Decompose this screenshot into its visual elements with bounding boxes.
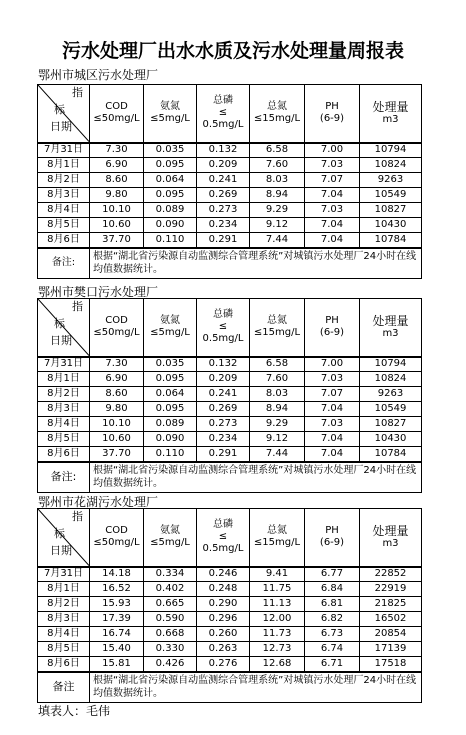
- col-header-line: 总磷: [213, 519, 233, 531]
- total-nitrogen-cell: 7.44: [250, 233, 305, 248]
- table-row: [38, 158, 422, 173]
- ph-cell: 6.84: [305, 582, 360, 597]
- total-nitrogen-cell: 8.03: [250, 173, 305, 188]
- col-header-line: 总磷: [213, 95, 233, 107]
- table-row: [38, 402, 422, 417]
- flow-cell: 22852: [360, 567, 422, 582]
- date-cell: 8月1日: [38, 158, 90, 173]
- col-header-flow: [360, 85, 422, 143]
- col-header-line: ≤50mg/L: [93, 113, 140, 125]
- table-row: [38, 387, 422, 402]
- ph-cell: 6.74: [305, 642, 360, 657]
- col-header-line: 0.5mg/L: [202, 119, 244, 131]
- total-nitrogen-cell: 6.58: [250, 143, 305, 158]
- ph-cell: 7.07: [305, 173, 360, 188]
- ammonia-cell: 0.110: [144, 233, 197, 248]
- table-row: [38, 627, 422, 642]
- col-header-cod: [90, 299, 144, 357]
- col-header-line: m3: [382, 538, 399, 550]
- date-cell: 7月31日: [38, 357, 90, 372]
- total-phosphorus-cell: 0.209: [197, 158, 250, 173]
- cod-cell: 15.40: [90, 642, 144, 657]
- total-phosphorus-cell: 0.273: [197, 417, 250, 432]
- total-nitrogen-cell: 8.03: [250, 387, 305, 402]
- ammonia-cell: 0.064: [144, 387, 197, 402]
- total-phosphorus-cell: 0.132: [197, 143, 250, 158]
- cod-cell: 16.74: [90, 627, 144, 642]
- ammonia-cell: 0.089: [144, 203, 197, 218]
- table-row: [38, 188, 422, 203]
- date-cell: 8月2日: [38, 597, 90, 612]
- note-label: 备注: [38, 672, 90, 703]
- flow-cell: 10824: [360, 372, 422, 387]
- flow-cell: 10784: [360, 233, 422, 248]
- ph-cell: 7.04: [305, 447, 360, 462]
- ammonia-cell: 0.035: [144, 143, 197, 158]
- total-phosphorus-cell: 0.263: [197, 642, 250, 657]
- plant-name: 鄂州市花湖污水处理厂: [38, 495, 159, 509]
- date-cell: 7月31日: [38, 567, 90, 582]
- table-row: [38, 143, 422, 158]
- col-header-line: 总磷: [213, 309, 233, 321]
- col-header-total-phosphorus: [197, 85, 250, 143]
- date-cell: 8月3日: [38, 188, 90, 203]
- flow-cell: 17518: [360, 657, 422, 672]
- cod-cell: 16.52: [90, 582, 144, 597]
- cod-cell: 10.10: [90, 203, 144, 218]
- col-header-line: 氨氮: [160, 101, 180, 113]
- ph-cell: 7.04: [305, 188, 360, 203]
- ph-cell: 6.73: [305, 627, 360, 642]
- col-header-cod: [90, 85, 144, 143]
- note-label: 备注:: [38, 462, 90, 493]
- date-cell: 8月2日: [38, 387, 90, 402]
- col-header-cod: [90, 509, 144, 567]
- col-header-line: 总氮: [267, 101, 287, 113]
- col-header-line: COD: [105, 101, 128, 113]
- col-header-line: ≤15mg/L: [253, 113, 301, 125]
- ph-cell: 7.04: [305, 402, 360, 417]
- ammonia-cell: 0.110: [144, 447, 197, 462]
- report-title: 污水处理厂出水水质及污水处理量周报表: [61, 40, 404, 62]
- cod-cell: 8.60: [90, 387, 144, 402]
- flow-cell: 17139: [360, 642, 422, 657]
- table-row: [38, 612, 422, 627]
- total-nitrogen-cell: 12.00: [250, 612, 305, 627]
- water-quality-table: [37, 508, 422, 703]
- ammonia-cell: 0.089: [144, 417, 197, 432]
- col-header-total-nitrogen: [250, 85, 305, 143]
- ammonia-cell: 0.035: [144, 357, 197, 372]
- note-row: [38, 672, 422, 703]
- col-header-line: m3: [382, 328, 399, 340]
- col-header-ammonia: [144, 509, 197, 567]
- col-header-line: PH: [325, 101, 339, 113]
- col-header-total-nitrogen: [250, 509, 305, 567]
- flow-cell: 16502: [360, 612, 422, 627]
- col-header-total-nitrogen: [250, 299, 305, 357]
- corner-header: [38, 299, 90, 357]
- corner-label: 标: [54, 527, 65, 540]
- table-row: [38, 372, 422, 387]
- col-header-line: ≤5mg/L: [150, 327, 190, 339]
- table-row: [38, 417, 422, 432]
- col-header-flow: [360, 299, 422, 357]
- cod-cell: 15.93: [90, 597, 144, 612]
- total-nitrogen-cell: 8.94: [250, 188, 305, 203]
- total-phosphorus-cell: 0.234: [197, 432, 250, 447]
- total-phosphorus-cell: 0.132: [197, 357, 250, 372]
- table-row: [38, 233, 422, 248]
- ammonia-cell: 0.090: [144, 218, 197, 233]
- ph-cell: 7.03: [305, 372, 360, 387]
- plant-name: 鄂州市城区污水处理厂: [38, 68, 159, 82]
- col-header-flow: [360, 509, 422, 567]
- ammonia-cell: 0.330: [144, 642, 197, 657]
- table-row: [38, 657, 422, 672]
- ammonia-cell: 0.095: [144, 402, 197, 417]
- col-header-line: ≤15mg/L: [253, 537, 301, 549]
- col-header-line: PH: [325, 525, 339, 537]
- flow-cell: 9263: [360, 387, 422, 402]
- ph-cell: 6.81: [305, 597, 360, 612]
- note-row: [38, 248, 422, 279]
- corner-label: 标: [54, 103, 65, 116]
- total-nitrogen-cell: 11.75: [250, 582, 305, 597]
- col-header-line: ≤5mg/L: [150, 113, 190, 125]
- flow-cell: 10794: [360, 143, 422, 158]
- total-phosphorus-cell: 0.296: [197, 612, 250, 627]
- date-cell: 8月5日: [38, 642, 90, 657]
- table-row: [38, 642, 422, 657]
- table-row: [38, 447, 422, 462]
- total-phosphorus-cell: 0.276: [197, 657, 250, 672]
- total-nitrogen-cell: 7.60: [250, 372, 305, 387]
- total-nitrogen-cell: 11.13: [250, 597, 305, 612]
- header-row: [38, 85, 422, 143]
- flow-cell: 10430: [360, 218, 422, 233]
- table-row: [38, 432, 422, 447]
- total-phosphorus-cell: 0.241: [197, 173, 250, 188]
- water-quality-table: [37, 84, 422, 279]
- ammonia-cell: 0.665: [144, 597, 197, 612]
- col-header-ph: [305, 509, 360, 567]
- corner-label: 指: [72, 510, 83, 523]
- col-header-line: 0.5mg/L: [202, 543, 244, 555]
- col-header-line: ≤: [218, 107, 228, 119]
- flow-cell: 20854: [360, 627, 422, 642]
- date-cell: 8月5日: [38, 218, 90, 233]
- cod-cell: 17.39: [90, 612, 144, 627]
- total-phosphorus-cell: 0.290: [197, 597, 250, 612]
- corner-label: 指: [72, 300, 83, 313]
- flow-cell: 10827: [360, 203, 422, 218]
- total-phosphorus-cell: 0.291: [197, 233, 250, 248]
- cod-cell: 15.81: [90, 657, 144, 672]
- total-nitrogen-cell: 6.58: [250, 357, 305, 372]
- table-row: [38, 357, 422, 372]
- total-phosphorus-cell: 0.260: [197, 627, 250, 642]
- table-row: [38, 218, 422, 233]
- total-phosphorus-cell: 0.291: [197, 447, 250, 462]
- ph-cell: 7.04: [305, 218, 360, 233]
- date-cell: 8月4日: [38, 627, 90, 642]
- date-cell: 8月3日: [38, 402, 90, 417]
- ph-cell: 6.71: [305, 657, 360, 672]
- ammonia-cell: 0.668: [144, 627, 197, 642]
- cod-cell: 7.30: [90, 143, 144, 158]
- ph-cell: 7.04: [305, 233, 360, 248]
- col-header-line: 处理量: [372, 314, 409, 329]
- table-row: [38, 173, 422, 188]
- date-cell: 8月4日: [38, 203, 90, 218]
- cod-cell: 9.80: [90, 188, 144, 203]
- cod-cell: 14.18: [90, 567, 144, 582]
- ph-cell: 7.03: [305, 417, 360, 432]
- total-nitrogen-cell: 12.73: [250, 642, 305, 657]
- date-cell: 8月3日: [38, 612, 90, 627]
- corner-label: 指: [72, 86, 83, 99]
- col-header-line: COD: [105, 315, 128, 327]
- note-text: 根据“湖北省污染源自动监测综合管理系统”对城镇污水处理厂24小时在线均值数据统计。: [90, 248, 422, 279]
- col-header-line: (6-9): [319, 327, 345, 339]
- ammonia-cell: 0.426: [144, 657, 197, 672]
- corner-header: [38, 509, 90, 567]
- total-phosphorus-cell: 0.269: [197, 188, 250, 203]
- cod-cell: 8.60: [90, 173, 144, 188]
- col-header-line: 0.5mg/L: [202, 333, 244, 345]
- water-quality-table: [37, 298, 422, 493]
- col-header-line: PH: [325, 315, 339, 327]
- cod-cell: 9.80: [90, 402, 144, 417]
- ammonia-cell: 0.095: [144, 372, 197, 387]
- table-row: [38, 597, 422, 612]
- date-cell: 8月6日: [38, 447, 90, 462]
- flow-cell: 21825: [360, 597, 422, 612]
- date-cell: 8月6日: [38, 233, 90, 248]
- ph-cell: 7.04: [305, 432, 360, 447]
- col-header-ph: [305, 85, 360, 143]
- date-cell: 8月6日: [38, 657, 90, 672]
- ph-cell: 6.77: [305, 567, 360, 582]
- date-cell: 8月4日: [38, 417, 90, 432]
- total-nitrogen-cell: 9.12: [250, 218, 305, 233]
- flow-cell: 10827: [360, 417, 422, 432]
- cod-cell: 10.60: [90, 432, 144, 447]
- header-row: [38, 299, 422, 357]
- total-phosphorus-cell: 0.234: [197, 218, 250, 233]
- total-phosphorus-cell: 0.248: [197, 582, 250, 597]
- note-row: [38, 462, 422, 493]
- total-nitrogen-cell: 7.60: [250, 158, 305, 173]
- col-header-ph: [305, 299, 360, 357]
- ph-cell: 7.03: [305, 158, 360, 173]
- date-cell: 7月31日: [38, 143, 90, 158]
- col-header-line: (6-9): [319, 113, 345, 125]
- cod-cell: 7.30: [90, 357, 144, 372]
- flow-cell: 10430: [360, 432, 422, 447]
- col-header-line: 氨氮: [160, 315, 180, 327]
- ph-cell: 7.03: [305, 203, 360, 218]
- table-row: [38, 582, 422, 597]
- cod-cell: 6.90: [90, 158, 144, 173]
- table-row: [38, 203, 422, 218]
- cod-cell: 6.90: [90, 372, 144, 387]
- col-header-line: COD: [105, 525, 128, 537]
- ammonia-cell: 0.064: [144, 173, 197, 188]
- total-nitrogen-cell: 9.12: [250, 432, 305, 447]
- col-header-ammonia: [144, 85, 197, 143]
- col-header-ammonia: [144, 299, 197, 357]
- cod-cell: 10.10: [90, 417, 144, 432]
- filled-by: 填表人：毛伟: [38, 704, 111, 718]
- col-header-line: ≤: [218, 321, 228, 333]
- total-nitrogen-cell: 7.44: [250, 447, 305, 462]
- col-header-line: ≤50mg/L: [93, 537, 140, 549]
- cod-cell: 37.70: [90, 447, 144, 462]
- ammonia-cell: 0.090: [144, 432, 197, 447]
- col-header-line: ≤50mg/L: [93, 327, 140, 339]
- col-header-line: 处理量: [372, 524, 409, 539]
- ph-cell: 7.00: [305, 357, 360, 372]
- corner-label: 标: [54, 317, 65, 330]
- table-row: [38, 567, 422, 582]
- corner-label: 日期: [50, 120, 72, 133]
- note-text: 根据“湖北省污染源自动监测综合管理系统”对城镇污水处理厂24小时在线均值数据统计。: [90, 672, 422, 703]
- date-cell: 8月1日: [38, 372, 90, 387]
- ph-cell: 7.07: [305, 387, 360, 402]
- plant-name: 鄂州市樊口污水处理厂: [38, 285, 159, 299]
- total-phosphorus-cell: 0.241: [197, 387, 250, 402]
- ammonia-cell: 0.334: [144, 567, 197, 582]
- col-header-total-phosphorus: [197, 509, 250, 567]
- corner-label: 日期: [50, 544, 72, 557]
- total-phosphorus-cell: 0.209: [197, 372, 250, 387]
- note-text: 根据“湖北省污染源自动监测综合管理系统”对城镇污水处理厂24小时在线均值数据统计。: [90, 462, 422, 493]
- corner-label: 日期: [50, 334, 72, 347]
- corner-header: [38, 85, 90, 143]
- flow-cell: 22919: [360, 582, 422, 597]
- cod-cell: 37.70: [90, 233, 144, 248]
- ammonia-cell: 0.095: [144, 158, 197, 173]
- col-header-line: 氨氮: [160, 525, 180, 537]
- flow-cell: 10549: [360, 188, 422, 203]
- total-phosphorus-cell: 0.269: [197, 402, 250, 417]
- flow-cell: 10784: [360, 447, 422, 462]
- total-nitrogen-cell: 9.41: [250, 567, 305, 582]
- col-header-line: 处理量: [372, 100, 409, 115]
- total-phosphorus-cell: 0.246: [197, 567, 250, 582]
- col-header-line: ≤: [218, 531, 228, 543]
- col-header-line: 总氮: [267, 525, 287, 537]
- flow-cell: 9263: [360, 173, 422, 188]
- date-cell: 8月2日: [38, 173, 90, 188]
- ph-cell: 7.00: [305, 143, 360, 158]
- total-nitrogen-cell: 9.29: [250, 203, 305, 218]
- total-nitrogen-cell: 9.29: [250, 417, 305, 432]
- ammonia-cell: 0.402: [144, 582, 197, 597]
- col-header-line: ≤15mg/L: [253, 327, 301, 339]
- flow-cell: 10824: [360, 158, 422, 173]
- date-cell: 8月1日: [38, 582, 90, 597]
- total-phosphorus-cell: 0.273: [197, 203, 250, 218]
- col-header-line: ≤5mg/L: [150, 537, 190, 549]
- total-nitrogen-cell: 11.73: [250, 627, 305, 642]
- ammonia-cell: 0.095: [144, 188, 197, 203]
- col-header-line: (6-9): [319, 537, 345, 549]
- cod-cell: 10.60: [90, 218, 144, 233]
- flow-cell: 10794: [360, 357, 422, 372]
- col-header-total-phosphorus: [197, 299, 250, 357]
- total-nitrogen-cell: 12.68: [250, 657, 305, 672]
- flow-cell: 10549: [360, 402, 422, 417]
- ammonia-cell: 0.590: [144, 612, 197, 627]
- note-label: 备注:: [38, 248, 90, 279]
- date-cell: 8月5日: [38, 432, 90, 447]
- total-nitrogen-cell: 8.94: [250, 402, 305, 417]
- header-row: [38, 509, 422, 567]
- col-header-line: 总氮: [267, 315, 287, 327]
- ph-cell: 6.82: [305, 612, 360, 627]
- col-header-line: m3: [382, 114, 399, 126]
